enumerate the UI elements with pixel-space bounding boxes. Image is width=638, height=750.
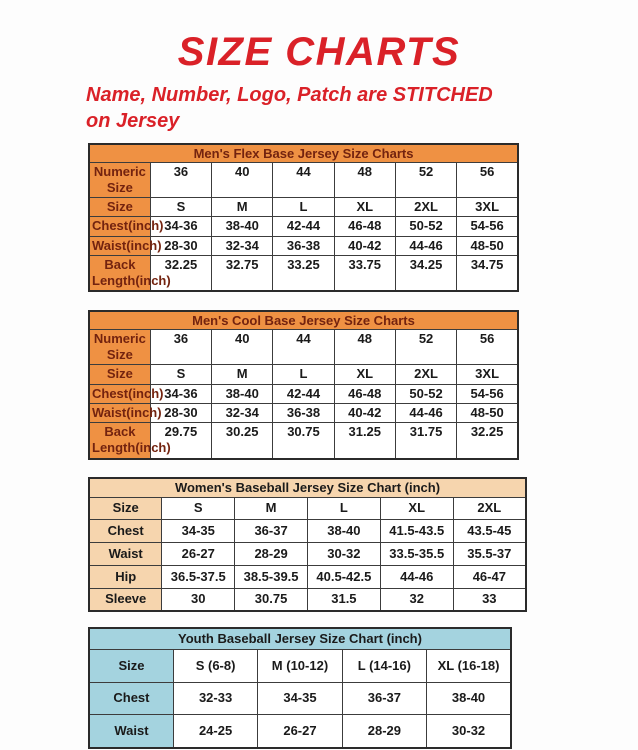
size-value-cell: 32.25	[457, 423, 518, 459]
row-label: Chest(inch)	[89, 217, 150, 236]
row-label: Numeric Size	[89, 162, 150, 198]
size-value-cell: 52	[395, 329, 456, 365]
table-row	[89, 498, 526, 520]
size-value-cell: 46-48	[334, 217, 395, 236]
size-value-cell: 40	[212, 162, 273, 198]
size-value-cell: 43.5-45	[453, 520, 526, 543]
size-value-cell: M	[212, 198, 273, 217]
row-label: Waist	[89, 543, 162, 566]
table-row	[89, 543, 526, 566]
table-row	[89, 217, 518, 236]
size-value-cell: 40	[212, 329, 273, 365]
table-row	[89, 236, 518, 255]
size-value-cell: 36-38	[273, 403, 334, 422]
table-row	[89, 715, 511, 748]
size-value-cell: 46-47	[453, 566, 526, 589]
size-value-cell: 36	[150, 162, 211, 198]
size-value-cell: 32-34	[212, 236, 273, 255]
size-value-cell: 33.5-35.5	[380, 543, 453, 566]
table-row	[89, 589, 526, 611]
size-value-cell: 36.5-37.5	[162, 566, 235, 589]
size-value-cell: 32	[380, 589, 453, 611]
row-label: Waist	[89, 715, 173, 748]
size-value-cell: 35.5-37	[453, 543, 526, 566]
size-value-cell: 34-35	[258, 683, 342, 715]
size-value-cell: 2XL	[395, 198, 456, 217]
size-value-cell: 33.75	[334, 255, 395, 291]
size-value-cell: 34-36	[150, 384, 211, 403]
row-label: Sleeve	[89, 589, 162, 611]
mens-flex-base-jersey-table-title: Men's Flex Base Jersey Size Charts	[89, 144, 518, 162]
size-value-cell: 38-40	[307, 520, 380, 543]
size-value-cell: L	[307, 498, 380, 520]
size-value-cell: 26-27	[258, 715, 342, 748]
womens-baseball-jersey-table	[88, 477, 527, 612]
size-value-cell: 44	[273, 329, 334, 365]
row-label: Chest	[89, 520, 162, 543]
size-value-cell: 36-37	[342, 683, 426, 715]
size-value-cell: 48	[334, 329, 395, 365]
table-row	[89, 683, 511, 715]
row-label: Chest	[89, 683, 173, 715]
size-value-cell: L	[273, 198, 334, 217]
size-value-cell: 54-56	[457, 217, 518, 236]
size-value-cell: 40.5-42.5	[307, 566, 380, 589]
size-value-cell: 44-46	[395, 236, 456, 255]
size-value-cell: 50-52	[395, 217, 456, 236]
mens-cool-base-jersey-table	[88, 310, 519, 459]
size-value-cell: 31.75	[395, 423, 456, 459]
size-value-cell: XL	[334, 365, 395, 384]
size-tables-container	[88, 143, 638, 749]
size-value-cell: 44-46	[380, 566, 453, 589]
size-value-cell: 54-56	[457, 384, 518, 403]
row-label: Size	[89, 198, 150, 217]
table-row	[89, 384, 518, 403]
size-value-cell: 30.25	[212, 423, 273, 459]
size-value-cell: 56	[457, 329, 518, 365]
table-row	[89, 423, 518, 459]
size-value-cell: XL	[334, 198, 395, 217]
table-row	[89, 403, 518, 422]
size-value-cell: 31.25	[334, 423, 395, 459]
row-label: Back Length(inch)	[89, 255, 150, 291]
row-label: Chest(inch)	[89, 384, 150, 403]
size-value-cell: M (10-12)	[258, 650, 342, 683]
size-value-cell: S	[150, 198, 211, 217]
size-value-cell: 30.75	[273, 423, 334, 459]
size-value-cell: 50-52	[395, 384, 456, 403]
size-value-cell: 36	[150, 329, 211, 365]
mens-cool-base-jersey-table-title: Men's Cool Base Jersey Size Charts	[89, 311, 518, 329]
row-label: Back Length(inch)	[89, 423, 150, 459]
size-value-cell: 36-38	[273, 236, 334, 255]
table-row	[89, 162, 518, 198]
size-value-cell: 24-25	[173, 715, 257, 748]
size-value-cell: 48-50	[457, 403, 518, 422]
size-value-cell: 32-34	[212, 403, 273, 422]
size-value-cell: 38-40	[212, 217, 273, 236]
size-value-cell: 36-37	[235, 520, 308, 543]
size-value-cell: 34-35	[162, 520, 235, 543]
size-value-cell: XL	[380, 498, 453, 520]
size-value-cell: S	[150, 365, 211, 384]
row-label: Size	[89, 650, 173, 683]
size-value-cell: 38.5-39.5	[235, 566, 308, 589]
size-value-cell: M	[235, 498, 308, 520]
size-value-cell: S	[162, 498, 235, 520]
row-label: Size	[89, 498, 162, 520]
size-value-cell: 33.25	[273, 255, 334, 291]
size-value-cell: 26-27	[162, 543, 235, 566]
size-value-cell: 30	[162, 589, 235, 611]
size-value-cell: 2XL	[395, 365, 456, 384]
size-value-cell: 40-42	[334, 236, 395, 255]
row-label: Waist(inch)	[89, 403, 150, 422]
size-value-cell: 29.75	[150, 423, 211, 459]
size-value-cell: 28-29	[342, 715, 426, 748]
size-value-cell: 40-42	[334, 403, 395, 422]
size-value-cell: 30.75	[235, 589, 308, 611]
row-label: Hip	[89, 566, 162, 589]
size-value-cell: 44	[273, 162, 334, 198]
size-value-cell: 38-40	[427, 683, 511, 715]
table-row	[89, 198, 518, 217]
row-label: Size	[89, 365, 150, 384]
table-row	[89, 566, 526, 589]
size-value-cell: XL (16-18)	[427, 650, 511, 683]
size-value-cell: 52	[395, 162, 456, 198]
size-value-cell: S (6-8)	[173, 650, 257, 683]
row-label: Numeric Size	[89, 329, 150, 365]
table-row	[89, 329, 518, 365]
size-value-cell: 44-46	[395, 403, 456, 422]
page-title: SIZE CHARTS	[177, 30, 461, 74]
table-row	[89, 255, 518, 291]
size-value-cell: 32.75	[212, 255, 273, 291]
table-row	[89, 520, 526, 543]
size-value-cell: 2XL	[453, 498, 526, 520]
size-value-cell: 30-32	[427, 715, 511, 748]
table-row	[89, 650, 511, 683]
size-value-cell: 48-50	[457, 236, 518, 255]
size-value-cell: 34-36	[150, 217, 211, 236]
size-value-cell: 28-30	[150, 236, 211, 255]
size-value-cell: 42-44	[273, 217, 334, 236]
size-value-cell: 30-32	[307, 543, 380, 566]
size-value-cell: 32-33	[173, 683, 257, 715]
size-value-cell: 34.25	[395, 255, 456, 291]
womens-baseball-jersey-table-title: Women's Baseball Jersey Size Chart (inch)	[89, 478, 526, 498]
size-value-cell: 46-48	[334, 384, 395, 403]
size-value-cell: 28-30	[150, 403, 211, 422]
size-value-cell: M	[212, 365, 273, 384]
table-row	[89, 365, 518, 384]
size-value-cell: 34.75	[457, 255, 518, 291]
size-value-cell: 33	[453, 589, 526, 611]
size-value-cell: 3XL	[457, 198, 518, 217]
size-value-cell: 3XL	[457, 365, 518, 384]
size-value-cell: 42-44	[273, 384, 334, 403]
mens-flex-base-jersey-table	[88, 143, 519, 292]
size-value-cell: 38-40	[212, 384, 273, 403]
size-value-cell: L (14-16)	[342, 650, 426, 683]
youth-baseball-jersey-table	[88, 627, 512, 749]
size-value-cell: 32.25	[150, 255, 211, 291]
size-value-cell: 31.5	[307, 589, 380, 611]
row-label: Waist(inch)	[89, 236, 150, 255]
size-value-cell: 48	[334, 162, 395, 198]
size-value-cell: 56	[457, 162, 518, 198]
size-value-cell: L	[273, 365, 334, 384]
stitched-note: Name, Number, Logo, Patch are STITCHED on Jersey	[86, 84, 493, 132]
youth-baseball-jersey-table-title: Youth Baseball Jersey Size Chart (inch)	[89, 628, 511, 650]
size-value-cell: 28-29	[235, 543, 308, 566]
size-value-cell: 41.5-43.5	[380, 520, 453, 543]
